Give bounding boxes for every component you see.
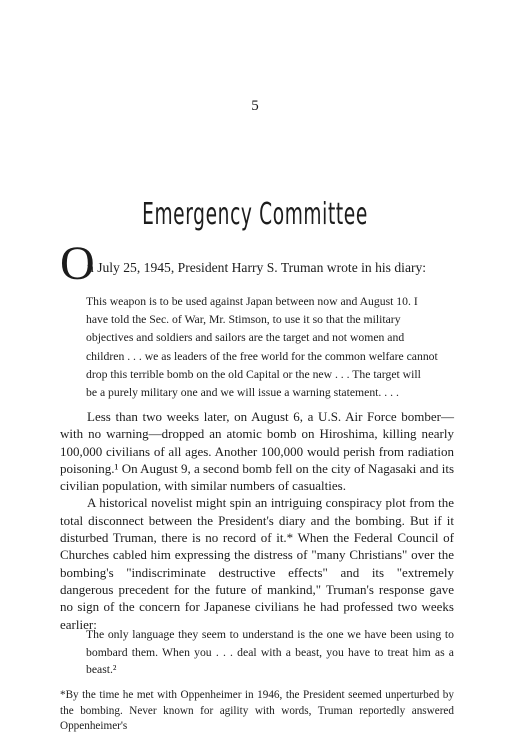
quote-line: have told the Sec. of War, Mr. Stimson, to use it so that the military [86, 313, 401, 327]
quote-paragraph: The only language they seem to understand is the one we have been using to bombard them. When you . . . deal with a beast, you have to treat him as a beast.² [86, 628, 454, 677]
body-paragraph: A historical novelist might spin an intriguing conspiracy plot from the total disconnect between the President's diary and the bombing. But if it disturbed Truman, there is no record of it.* When the Federal Council of Churches cabled him expressing the distress of "many Christians" over the bombing's "indiscriminate destructive effects" and its "extremely dangerous precedent for the future of mankind," Truman's response gave no sign of the concern for Japanese civilians he had professed two weeks earlier: [60, 495, 454, 632]
chapter-title: Emergency Committee [142, 197, 368, 232]
truman-quote [86, 626, 454, 679]
chapter-number: 5 [251, 98, 259, 114]
footnote [60, 688, 454, 735]
body-text [60, 408, 454, 633]
quote-line: objectives and soldiers and sailors are the target and not women and [86, 331, 405, 345]
quote-line: drop this terrible bomb on the old Capital or the new . . . The target will [86, 367, 421, 381]
quote-line: This weapon is to be used against Japan between now and August 10. I [86, 295, 418, 308]
quote-line: be a purely military one and we will issue a warning statement. . . . [86, 386, 399, 400]
footnote-text: *By the time he met with Oppenheimer in 1946, the President seemed unperturbed by the bombing. Never known for agility with words, Truman reportedly answered Oppenheimer's [60, 689, 454, 732]
opening-line: n July 25, 1945, President Harry S. Truman wrote in his diary: [87, 260, 427, 275]
diary-quote [86, 293, 454, 402]
drop-cap: O [60, 237, 95, 290]
body-paragraph: Less than two weeks later, on August 6, a U.S. Air Force bomber—with no warning—dropped an atomic bomb on Hiroshima, killing nearly 100,000 civilians of all ages. Another 100,000 would perish from radiation poisoning.¹ On August 9, a second bomb fell on the city of Nagasaki and its civilian population, with similar numbers of casualties. [60, 409, 454, 494]
quote-line: children . . . we as leaders of the free world for the common welfare cannot [86, 349, 438, 363]
